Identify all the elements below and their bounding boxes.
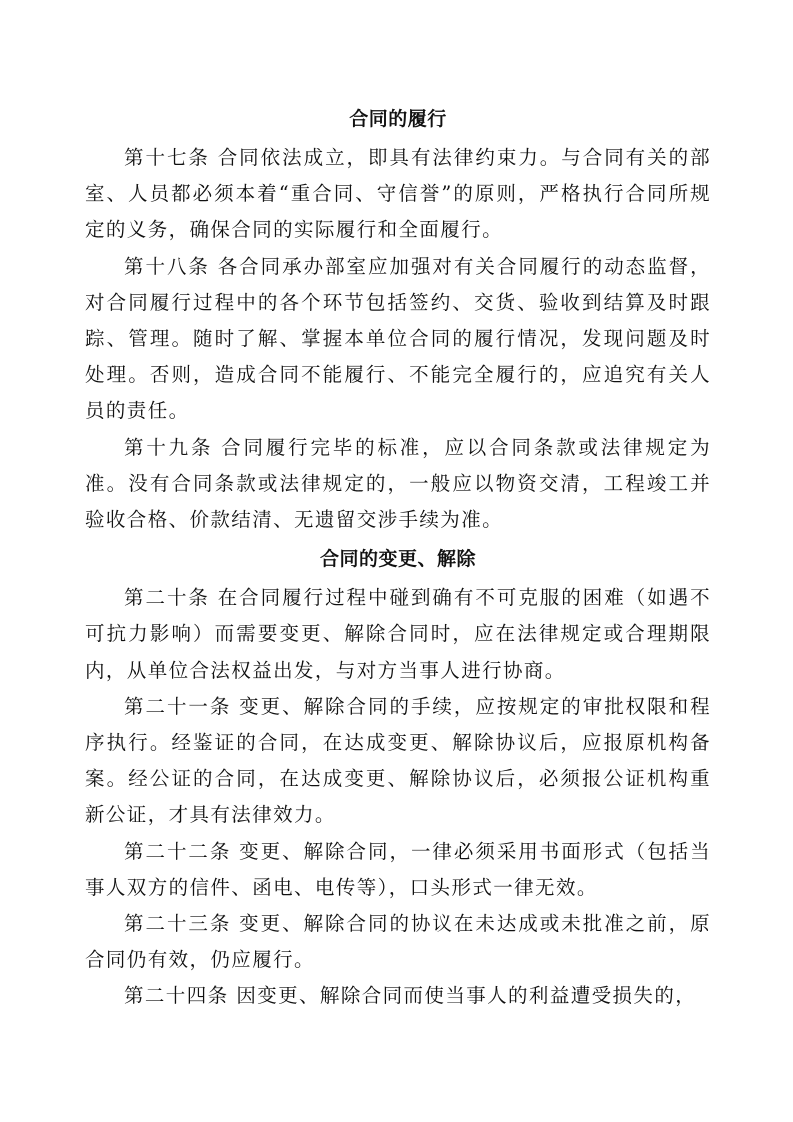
article-17 bbox=[85, 140, 711, 249]
article-24 bbox=[85, 978, 711, 1014]
article-number: 第十八条 bbox=[124, 254, 210, 278]
article-text: 合同履行完毕的标准，应以合同条款或法律规定为准。没有合同条款或法律规定的，一般应以物资交清，工程竣工并验收合格、价款结清、无遗留交涉手续为准。 bbox=[85, 435, 711, 532]
article-number: 第十九条 bbox=[124, 435, 214, 459]
article-number: 第二十二条 bbox=[124, 839, 232, 863]
article-21 bbox=[85, 689, 711, 834]
article-19 bbox=[85, 430, 711, 539]
article-text: 合同依法成立，即具有法律约束力。与合同有关的部室、人员都必须本着“重合同、守信誉”的原则，严格执行合同所规定的义务，确保合同的实际履行和全面履行。 bbox=[85, 146, 712, 242]
article-text: 在合同履行过程中碰到确有不可克服的困难（如遇不可抗力影响）而需要变更、解除合同时，应在法律规定或合理期限内，从单位合法权益出发，与对方当事人进行协商。 bbox=[85, 586, 712, 682]
section-title-modification: 合同的变更、解除 bbox=[319, 548, 476, 571]
article-20 bbox=[85, 580, 711, 689]
article-text: 变更、解除合同的协议在未达成或未批准之前，原合同仍有效，仍应履行。 bbox=[85, 912, 711, 972]
section-title-performance: 合同的履行 bbox=[349, 108, 447, 130]
article-number: 第二十条 bbox=[124, 586, 210, 610]
article-23 bbox=[85, 906, 711, 978]
article-text: 因变更、解除合同而使当事人的利益遭受损失的， bbox=[236, 984, 697, 1008]
article-number: 第二十三条 bbox=[124, 912, 232, 936]
article-22 bbox=[85, 834, 711, 906]
article-18 bbox=[85, 249, 711, 430]
document-page bbox=[85, 98, 711, 1015]
article-number: 第十七条 bbox=[124, 146, 210, 169]
article-text: 变更、解除合同，一律必须采用书面形式（包括当事人双方的信件、函电、电传等），口头形式一律无效。 bbox=[85, 839, 711, 899]
article-text: 各合同承办部室应加强对有关合同履行的动态监督，对合同履行过程中的各个环节包括签约、交货、验收到结算及时跟踪、管理。随时了解、掌握本单位合同的履行情况，发现问题及时处理。否则，造成合同不能履行、不能完全履行的，应追究有关人员的责任。 bbox=[85, 254, 712, 423]
article-number: 第二十四条 bbox=[124, 984, 229, 1008]
article-text: 变更、解除合同的手续，应按规定的审批权限和程序执行。经鉴证的合同，在达成变更、解除协议后，应报原机构备案。经公证的合同，在达成变更、解除协议后，必须报公证机构重新公证，才具有法律效力。 bbox=[85, 694, 711, 827]
article-number: 第二十一条 bbox=[124, 694, 232, 718]
